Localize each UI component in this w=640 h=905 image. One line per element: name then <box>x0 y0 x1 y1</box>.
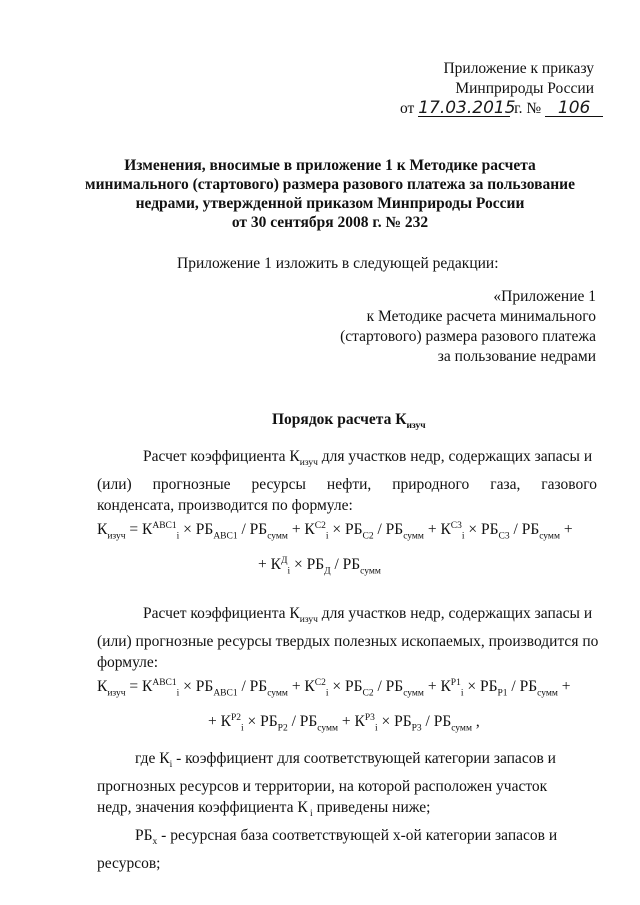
formula-term: / РБ <box>373 678 404 696</box>
header-line-appendix: Приложение к приказу <box>443 60 594 77</box>
formula-term: / РБ <box>421 713 452 731</box>
formula-term: = К <box>125 678 153 696</box>
formula-term: = К <box>125 521 153 539</box>
formula-term: Р1 <box>450 678 461 688</box>
formula-term: РБ <box>135 827 153 845</box>
formula-term: сумм <box>267 531 288 542</box>
formula-term: + <box>557 678 571 696</box>
formula-term: С2 <box>314 521 326 531</box>
formula-term: приведены ниже; <box>312 799 431 817</box>
formula-term: × РБ <box>377 713 412 731</box>
formula-term: i <box>461 531 465 542</box>
title-line-3: недрами, утвержденной приказом Минприроды России <box>135 195 525 212</box>
formula-term: где К <box>135 750 170 767</box>
formula-term: сумм <box>539 531 560 542</box>
formula-term: , <box>471 713 480 731</box>
formula-term: i <box>374 723 378 734</box>
para1-text-b: для участков недр, содержащих запасы и <box>317 448 593 465</box>
def-coefficient-line-1 <box>97 748 597 776</box>
formula-term: С2 <box>314 678 326 688</box>
formula-term: × РБ <box>328 678 363 696</box>
formula-term: + <box>559 521 573 539</box>
formula-term: i <box>460 688 464 699</box>
title-line-1: Изменения, вносимые в приложение 1 к Методике расчета <box>124 157 536 174</box>
para2-line-3: формуле: <box>97 654 159 672</box>
formula-term: × РБ <box>179 521 214 539</box>
formula-term: i <box>325 531 329 542</box>
formula-term: АВС1 <box>213 688 238 699</box>
para2-sub: изуч <box>299 615 318 626</box>
appendix-ref-line-3: (стартового) размера разового платежа <box>340 328 596 345</box>
formula-term: i <box>287 566 291 577</box>
formula-term: изуч <box>107 688 126 699</box>
from-label: от <box>400 100 415 117</box>
document-title <box>80 156 580 232</box>
formula-term: сумм <box>403 688 424 699</box>
para2-text-a: Расчет коэффициента К <box>143 605 300 622</box>
para1-line-1 <box>97 446 597 474</box>
formula-term: х <box>152 837 158 848</box>
formula-term: × РБ <box>243 713 278 731</box>
formula-term: Р1 <box>497 688 508 699</box>
title-line-2: минимального (стартового) размера разового платежа за пользование <box>85 176 575 193</box>
formula-term: К <box>97 521 108 539</box>
formula-term: / РБ <box>330 556 361 574</box>
formula-term: + К <box>258 556 281 574</box>
formula-term: Д <box>280 556 288 566</box>
section-title-sub: изуч <box>406 421 426 432</box>
formula-1-line-1 <box>97 521 573 541</box>
header-line-ministry: Минприроды России <box>455 80 594 97</box>
year-number-label: г. № <box>514 100 542 117</box>
formula-2-line-2 <box>208 713 480 733</box>
paragraph-solid-minerals <box>97 603 597 673</box>
formula-term: / РБ <box>373 521 404 539</box>
formula-term: / РБ <box>507 678 538 696</box>
formula-2-line-1 <box>97 678 571 698</box>
appendix-ref-line-2: к Методике расчета минимального <box>366 308 596 325</box>
formula-term: / РБ <box>237 521 268 539</box>
formula-term: + К <box>338 713 365 731</box>
def-resource-base-line-1 <box>97 825 597 853</box>
formula-term: сумм <box>317 723 339 734</box>
formula-term: + К <box>423 678 451 696</box>
formula-term: / РБ <box>237 678 268 696</box>
def-coefficient-line-2: прогнозных ресурсов и территории, на которой расположен участок <box>97 778 548 796</box>
formula-term: / РБ <box>509 521 540 539</box>
formula-term: АВС1 <box>152 678 177 688</box>
formula-term: Р3 <box>411 723 422 734</box>
def-resource-base-line-2: ресурсов; <box>97 855 161 873</box>
formula-term: / РБ <box>287 713 318 731</box>
formula-term: сумм <box>360 566 381 577</box>
formula-term: i <box>169 760 173 771</box>
handwritten-number: 106 <box>545 100 603 117</box>
handwritten-date: 17.03.2015 <box>418 98 516 118</box>
formula-term: С3 <box>450 521 462 531</box>
para1-text-a: Расчет коэффициента К <box>143 448 300 465</box>
formula-term: × РБ <box>179 678 214 696</box>
para2-text-b: для участков недр, содержащих запасы и <box>317 605 593 622</box>
section-title-main: Порядок расчета К <box>272 411 407 428</box>
formula-term: i <box>307 809 313 820</box>
formula-term: АВС1 <box>152 521 177 531</box>
para1-sub: изуч <box>299 458 318 469</box>
formula-term: i <box>176 531 180 542</box>
formula-term: × РБ <box>463 678 498 696</box>
appendix-reference <box>300 287 596 367</box>
intro-text: Приложение 1 изложить в следующей редакции: <box>177 255 499 272</box>
header-appendix <box>340 60 594 98</box>
formula-term: × РБ <box>290 556 325 574</box>
para2-line-1 <box>97 603 597 631</box>
formula-term: × РБ <box>328 521 363 539</box>
formula-term: С2 <box>362 531 374 542</box>
para1-line-3: конденсата, производится по формуле: <box>97 497 353 515</box>
formula-term: недр, значения коэффициента К <box>97 799 308 817</box>
title-line-4: от 30 сентября 2008 г. № 232 <box>231 214 429 231</box>
formula-1-line-2 <box>258 556 381 576</box>
formula-term: сумм <box>537 688 558 699</box>
formula-term: К <box>97 678 108 696</box>
formula-term: Р2 <box>230 713 242 723</box>
formula-term: - коэффициент для соответствующей категории запасов и <box>172 750 556 767</box>
formula-term: × РБ <box>464 521 499 539</box>
formula-term: - ресурсная база соответствующей х-ой категории запасов и <box>157 827 558 845</box>
formula-term: Д <box>324 566 331 577</box>
header-date-line <box>400 100 603 118</box>
formula-term: С2 <box>362 688 374 699</box>
formula-term: Р2 <box>277 723 288 734</box>
formula-term: Р3 <box>364 713 375 723</box>
formula-term: i <box>176 688 180 699</box>
formula-term: сумм <box>403 531 424 542</box>
appendix-ref-line-4: за пользование недрами <box>437 348 596 365</box>
formula-term: + К <box>208 713 231 731</box>
formula-term: i <box>241 723 244 734</box>
para1-line-2: (или) прогнозные ресурсы нефти, природного газа, газового <box>97 476 597 494</box>
section-title <box>272 411 426 431</box>
formula-term: изуч <box>107 531 126 542</box>
formula-term: АВС1 <box>213 531 238 542</box>
formula-term: + К <box>287 678 315 696</box>
formula-term: i <box>325 688 329 699</box>
formula-term: С3 <box>498 531 510 542</box>
paragraph-oil-gas <box>97 446 597 516</box>
formula-term: + К <box>423 521 451 539</box>
para2-line-2: (или) прогнозные ресурсы твердых полезных ископаемых, производится по <box>97 633 599 651</box>
appendix-ref-line-1: «Приложение 1 <box>493 288 596 305</box>
formula-term: + К <box>287 521 315 539</box>
formula-term: сумм <box>267 688 288 699</box>
formula-term: сумм <box>451 723 472 734</box>
def-coefficient-line-3 <box>97 797 597 825</box>
definitions <box>97 748 597 874</box>
